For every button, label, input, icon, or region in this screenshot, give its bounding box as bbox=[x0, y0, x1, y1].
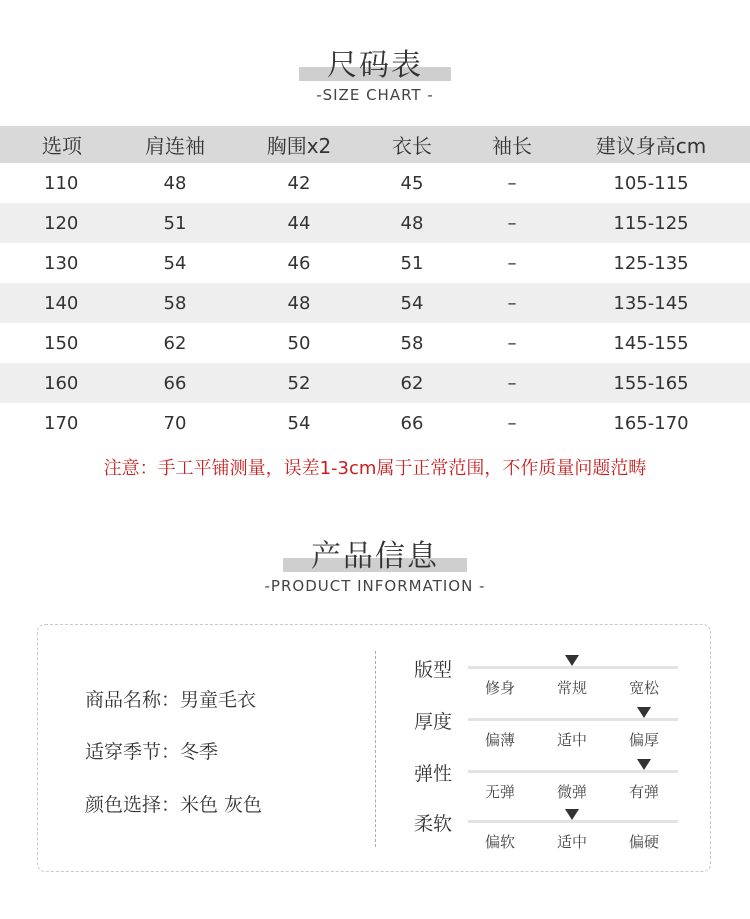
header-option: 选项 bbox=[42, 134, 82, 158]
cell-sleeve: – bbox=[507, 372, 517, 394]
cell-height: 155-165 bbox=[613, 372, 689, 394]
cell-sleeve: – bbox=[507, 212, 517, 234]
cell-height: 165-170 bbox=[613, 412, 689, 434]
cell-shoulder-sleeve: 66 bbox=[163, 372, 187, 394]
cell-length: 45 bbox=[400, 172, 424, 194]
attribute-option: 适中 bbox=[556, 731, 587, 749]
cell-shoulder-sleeve: 62 bbox=[163, 332, 187, 354]
cell-option: 160 bbox=[44, 372, 79, 394]
attribute-option: 修身 bbox=[484, 679, 515, 697]
cell-option: 130 bbox=[44, 252, 79, 274]
attribute-label: 厚度 bbox=[414, 711, 453, 733]
header-chest: 胸围x2 bbox=[266, 134, 332, 158]
size-table bbox=[0, 126, 750, 443]
cell-height: 125-135 bbox=[613, 252, 689, 274]
product-info-title: 产品信息 bbox=[311, 539, 439, 574]
product-info-heading bbox=[0, 531, 750, 595]
attribute-option: 微弹 bbox=[556, 783, 587, 801]
attribute-option: 适中 bbox=[556, 833, 587, 851]
cell-sleeve: – bbox=[507, 252, 517, 274]
cell-sleeve: – bbox=[507, 412, 517, 434]
size-chart-title: 尺码表 bbox=[327, 48, 423, 83]
attribute-scale-line bbox=[468, 666, 678, 669]
attribute-label: 版型 bbox=[414, 659, 453, 681]
cell-chest: 48 bbox=[287, 292, 311, 314]
vertical-divider bbox=[375, 651, 376, 847]
cell-shoulder-sleeve: 48 bbox=[163, 172, 187, 194]
cell-chest: 52 bbox=[287, 372, 311, 394]
header-length: 衣长 bbox=[392, 134, 432, 158]
cell-length: 66 bbox=[400, 412, 424, 434]
attribute-label: 弹性 bbox=[414, 763, 453, 785]
cell-option: 170 bbox=[44, 412, 79, 434]
product-info-subtitle: -PRODUCT INFORMATION - bbox=[264, 577, 486, 595]
attribute-option: 偏硬 bbox=[628, 833, 659, 851]
header-shoulder-sleeve: 肩连袖 bbox=[145, 134, 205, 158]
cell-height: 135-145 bbox=[613, 292, 689, 314]
cell-chest: 44 bbox=[287, 212, 311, 234]
cell-chest: 46 bbox=[287, 252, 311, 274]
attribute-option: 有弹 bbox=[628, 783, 659, 801]
cell-shoulder-sleeve: 70 bbox=[163, 412, 187, 434]
cell-height: 145-155 bbox=[613, 332, 689, 354]
table-row bbox=[0, 243, 750, 283]
cell-length: 62 bbox=[400, 372, 424, 394]
cell-sleeve: – bbox=[507, 172, 517, 194]
cell-length: 48 bbox=[400, 212, 424, 234]
table-header-row bbox=[0, 126, 750, 163]
attribute-option: 常规 bbox=[556, 679, 587, 697]
size-chart-heading bbox=[0, 40, 750, 104]
attribute-scale-line bbox=[468, 820, 678, 823]
cell-shoulder-sleeve: 54 bbox=[163, 252, 187, 274]
measurement-note: 注意：手工平铺测量，误差1-3cm属于正常范围，不作质量问题范畴 bbox=[103, 458, 647, 479]
table-row bbox=[0, 403, 750, 443]
cell-length: 54 bbox=[400, 292, 424, 314]
product-season: 适穿季节：冬季 bbox=[85, 741, 219, 763]
attribute-label: 柔软 bbox=[414, 813, 453, 835]
cell-height: 115-125 bbox=[613, 212, 689, 234]
attribute-scale-line bbox=[468, 770, 678, 773]
cell-length: 58 bbox=[400, 332, 424, 354]
attribute-scale-line bbox=[468, 718, 678, 721]
cell-option: 110 bbox=[44, 172, 79, 194]
size-chart-subtitle: -SIZE CHART - bbox=[316, 86, 434, 104]
table-row bbox=[0, 323, 750, 363]
cell-chest: 50 bbox=[287, 332, 311, 354]
attribute-option: 偏软 bbox=[484, 833, 515, 851]
product-info-box bbox=[37, 624, 711, 872]
cell-shoulder-sleeve: 51 bbox=[163, 212, 187, 234]
attribute-option: 偏厚 bbox=[628, 731, 659, 749]
product-name: 商品名称：男童毛衣 bbox=[85, 689, 257, 711]
header-height: 建议身高cm bbox=[595, 134, 707, 158]
table-row bbox=[0, 283, 750, 323]
table-row bbox=[0, 363, 750, 403]
cell-shoulder-sleeve: 58 bbox=[163, 292, 187, 314]
header-sleeve: 袖长 bbox=[492, 134, 532, 158]
cell-option: 150 bbox=[44, 332, 79, 354]
selected-marker-icon bbox=[637, 707, 651, 718]
table-row bbox=[0, 163, 750, 203]
selected-marker-icon bbox=[565, 655, 579, 666]
product-colors: 颜色选择：米色 灰色 bbox=[85, 794, 263, 816]
cell-chest: 42 bbox=[287, 172, 311, 194]
cell-option: 140 bbox=[44, 292, 79, 314]
attribute-option: 无弹 bbox=[484, 783, 515, 801]
selected-marker-icon bbox=[637, 759, 651, 770]
cell-option: 120 bbox=[44, 212, 79, 234]
cell-chest: 54 bbox=[287, 412, 311, 434]
cell-length: 51 bbox=[400, 252, 424, 274]
attribute-option: 偏薄 bbox=[484, 731, 515, 749]
cell-height: 105-115 bbox=[613, 172, 689, 194]
cell-sleeve: – bbox=[507, 332, 517, 354]
selected-marker-icon bbox=[565, 809, 579, 820]
attribute-option: 宽松 bbox=[628, 679, 659, 697]
table-row bbox=[0, 203, 750, 243]
cell-sleeve: – bbox=[507, 292, 517, 314]
